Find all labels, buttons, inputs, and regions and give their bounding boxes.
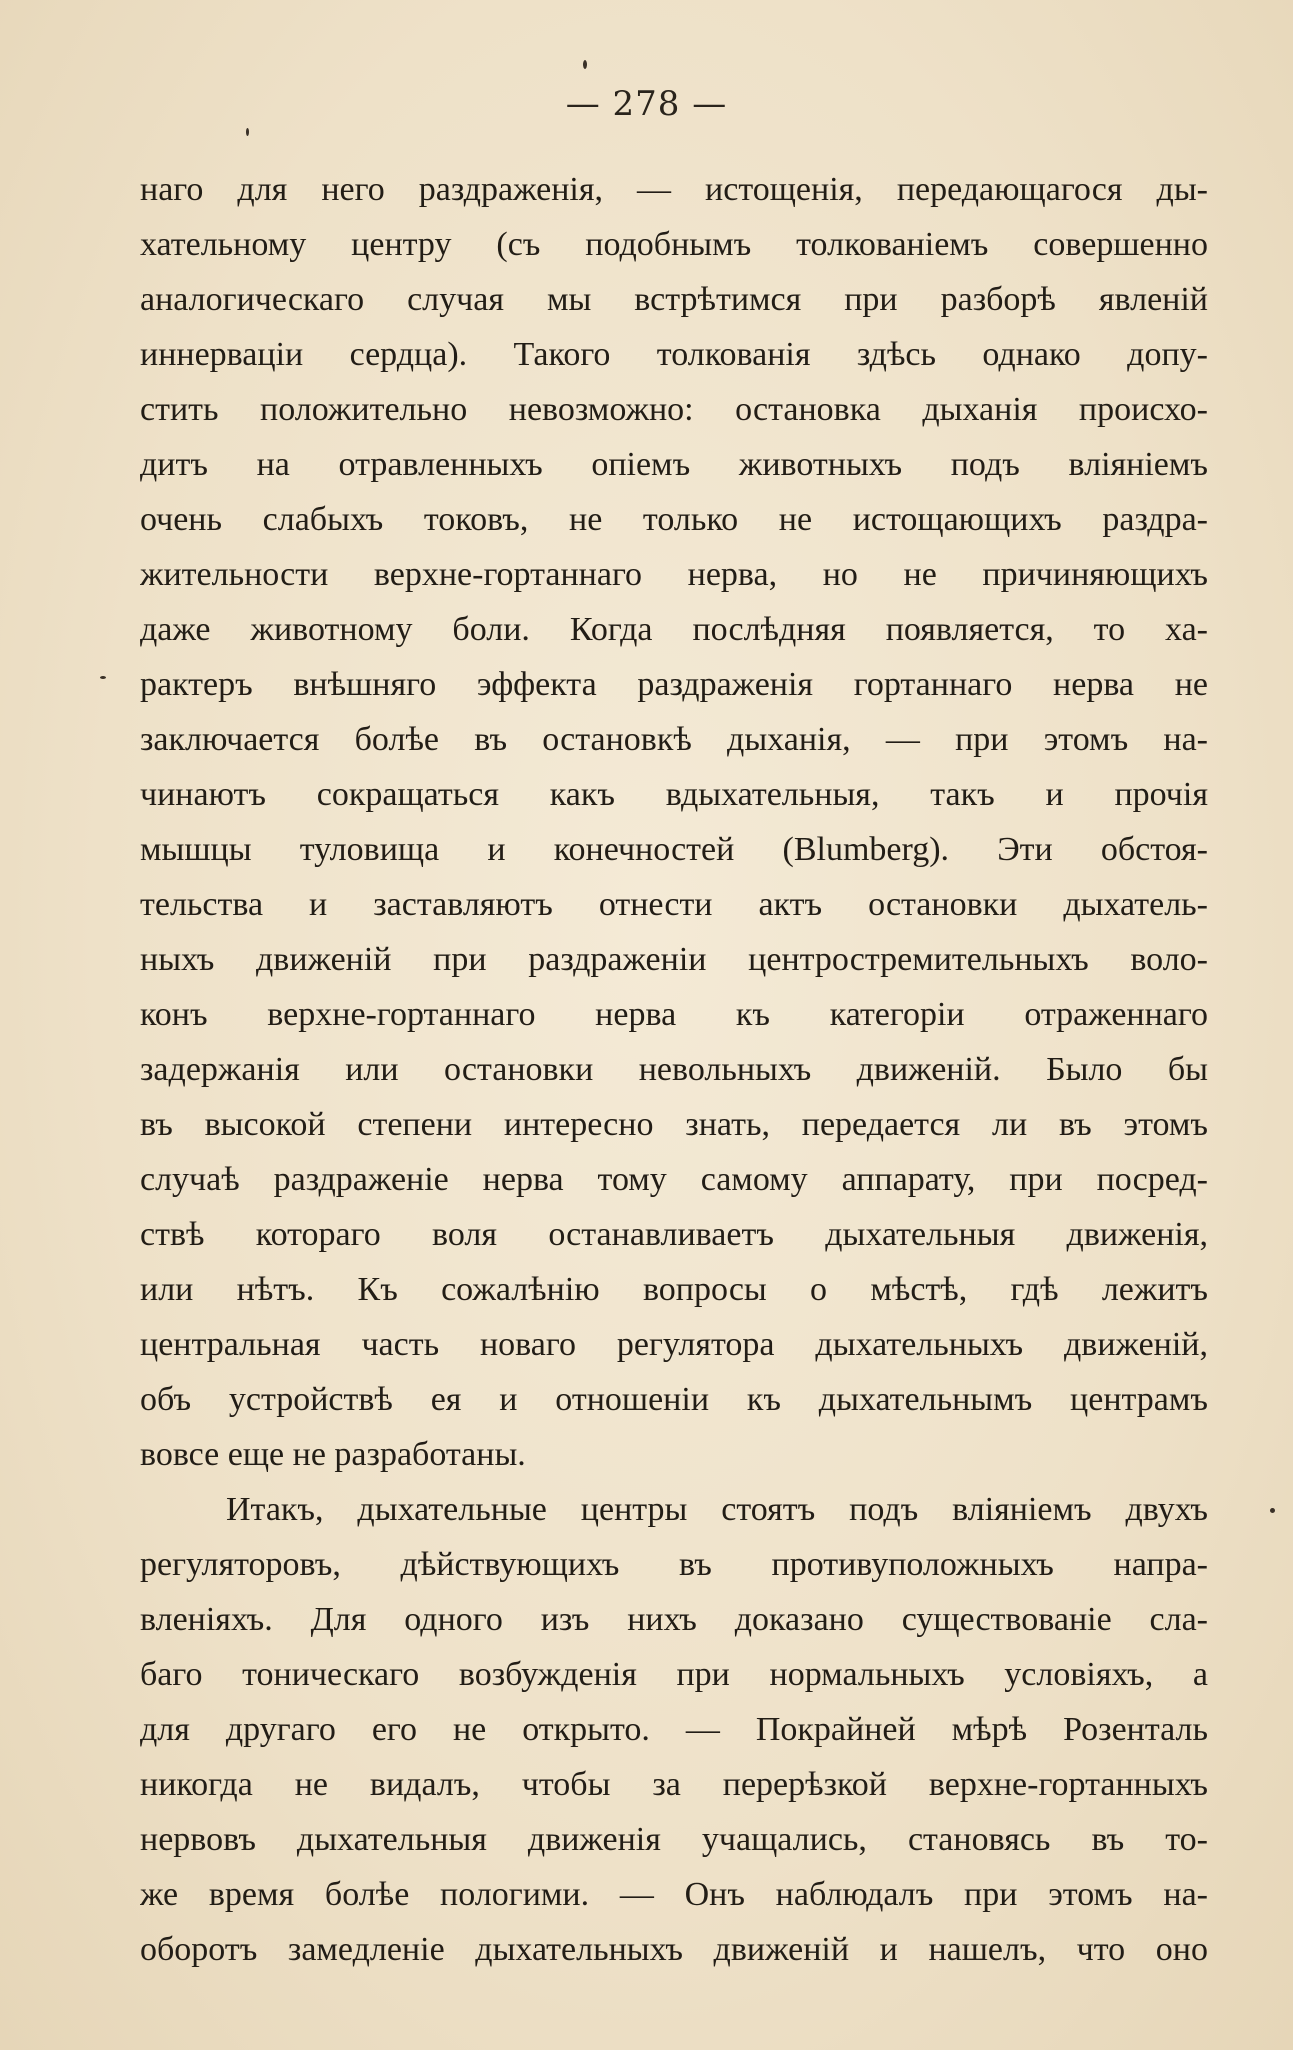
text-line: рактеръ внѣшняго эффекта раздраженія гортаннаго нерва не [140, 666, 1208, 703]
paragraph [140, 1482, 1208, 1977]
text-line: вовсе еще не разработаны. [140, 1436, 526, 1473]
text-line: наго для него раздраженія, — истощенія, передающагося ды- [140, 171, 1208, 208]
text-line: жительности верхне-гортаннаго нерва, но не причиняющихъ [140, 556, 1208, 593]
text-line: задержанія или остановки невольныхъ движеній. Было бы [140, 1051, 1208, 1088]
text-line: случаѣ раздраженіе нерва тому самому аппарату, при посред- [140, 1161, 1208, 1198]
text-line: регуляторовъ, дѣйствующихъ въ противуположныхъ напра- [140, 1546, 1208, 1583]
text-line: оборотъ замедленіе дыхательныхъ движеній и нашелъ, что оно [140, 1931, 1208, 1968]
page-number: — 278 — [565, 84, 728, 124]
text-line: никогда не видалъ, чтобы за перерѣзкой верхне-гортанныхъ [140, 1766, 1208, 1803]
paragraph [140, 162, 1208, 1482]
text-line: хательному центру (съ подобнымъ толкованіемъ совершенно [140, 226, 1208, 263]
ink-speck [583, 60, 587, 69]
text-line: объ устройствѣ ея и отношеніи къ дыхательнымъ центрамъ [140, 1381, 1208, 1418]
text-line: заключается болѣе въ остановкѣ дыханія, — при этомъ на- [140, 721, 1208, 758]
ink-speck [1270, 1508, 1275, 1513]
text-line: нервовъ дыхательныя движенія учащались, становясь въ то- [140, 1821, 1208, 1858]
text-line: мышцы туловища и конечностей (Blumberg). Эти обстоя- [140, 831, 1208, 868]
text-line: иннерваціи сердца). Такого толкованія здѣсь однако допу- [140, 336, 1208, 373]
text-line: даже животному боли. Когда послѣдняя появляется, то ха- [140, 611, 1208, 648]
text-line: конъ верхне-гортаннаго нерва къ категоріи отраженнаго [140, 996, 1208, 1033]
text-line: баго тоническаго возбужденія при нормальныхъ условіяхъ, а [140, 1656, 1208, 1693]
text-line: ствѣ котораго воля останавливаетъ дыхательныя движенія, [140, 1216, 1208, 1253]
ink-speck [246, 128, 249, 136]
ink-speck [100, 676, 106, 679]
text-line: центральная часть новаго регулятора дыхательныхъ движеній, [140, 1326, 1208, 1363]
text-line: стить положительно невозможно: остановка дыханія происхо- [140, 391, 1208, 428]
text-line: тельства и заставляютъ отнести актъ остановки дыхатель- [140, 886, 1208, 923]
text-line: аналогическаго случая мы встрѣтимся при разборѣ явленій [140, 281, 1208, 318]
body-text [140, 162, 1208, 1977]
text-line: дитъ на отравленныхъ опіемъ животныхъ подъ вліяніемъ [140, 446, 1208, 483]
text-line: очень слабыхъ токовъ, не только не истощающихъ раздра- [140, 501, 1208, 538]
text-line: ныхъ движеній при раздраженіи центростремительныхъ воло- [140, 941, 1208, 978]
text-line: же время болѣе пологими. — Онъ наблюдалъ при этомъ на- [140, 1876, 1208, 1913]
text-line: или нѣтъ. Къ сожалѣнію вопросы о мѣстѣ, гдѣ лежитъ [140, 1271, 1208, 1308]
text-line: Итакъ, дыхательные центры стоятъ подъ вліяніемъ двухъ [226, 1491, 1208, 1528]
text-line: чинаютъ сокращаться какъ вдыхательныя, такъ и прочія [140, 776, 1208, 813]
text-line: для другаго его не открыто. — Покрайней мѣрѣ Розенталь [140, 1711, 1208, 1748]
text-line: въ высокой степени интересно знать, передается ли въ этомъ [140, 1106, 1208, 1143]
text-line: вленіяхъ. Для одного изъ нихъ доказано существованіе сла- [140, 1601, 1208, 1638]
